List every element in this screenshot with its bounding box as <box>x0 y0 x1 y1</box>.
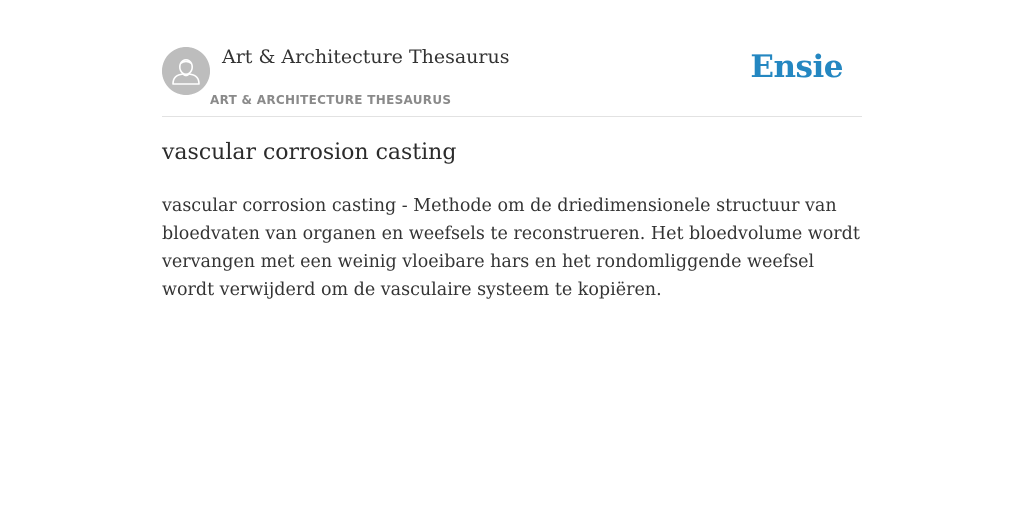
page-title: vascular corrosion casting <box>162 140 457 165</box>
ensie-logo[interactable]: Ensie <box>750 49 843 85</box>
user-icon <box>162 47 210 95</box>
entry-header <box>162 40 862 117</box>
source-label-link[interactable]: ART & ARCHITECTURE THESAURUS <box>210 93 452 107</box>
author-name-link[interactable]: Art & Architecture Thesaurus <box>222 46 510 68</box>
definition-text: vascular corrosion casting - Methode om de driedimensionele structuur van bloedvaten van organen en weefsels te reconstrueren. Het bloedvolume wordt vervangen met een weinig vloeibare hars en het rondomliggende weefsel wordt verwijderd om de vasculaire systeem te kopiëren. <box>162 196 860 300</box>
author-avatar[interactable] <box>162 47 210 95</box>
